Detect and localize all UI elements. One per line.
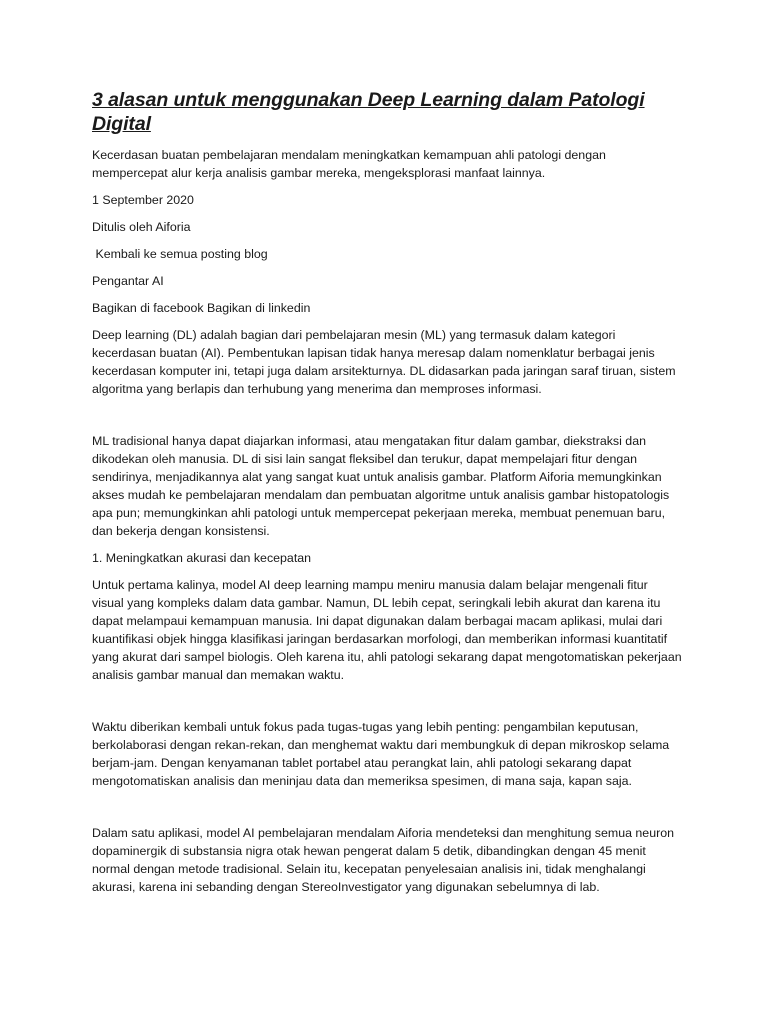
body-paragraph-time-returned: Waktu diberikan kembali untuk fokus pada tugas-tugas yang lebih penting: pengambilan keputusan, berkolaborasi dengan rekan-rekan, dan menghemat waktu dari membungkuk di depan mikroskop selama berjam-jam. Dengan kenyamanan tablet portabel atau perangkat lain, ahli patologi sekarang dapat mengotomatiskan analisis dan meninjau data dan memeriksa spesimen, di mana saja, kapan saja.	[92, 720, 670, 788]
back-to-blog-link[interactable]: Kembali ke semua posting blog	[92, 247, 268, 261]
intro-paragraph: Kecerdasan buatan pembelajaran mendalam meningkatkan kemampuan ahli patologi dengan mempercepat alur kerja analisis gambar mereka, mengeksplorasi manfaat lainnya.	[92, 148, 606, 180]
body-paragraph-application: Dalam satu aplikasi, model AI pembelajaran mendalam Aiforia mendeteksi dan menghitung semua neuron dopaminergik di substansia nigra otak hewan pengerat dalam 5 detik, dibandingkan dengan 45 menit normal dengan metode tradisional. Selain itu, kecepatan penyelesaian analisis ini, tidak menghalangi akurasi, karena ini sebanding dengan StereoInvestigator yang digunakan sebelumnya di lab.	[92, 826, 675, 894]
body-paragraph-first-time: Untuk pertama kalinya, model AI deep learning mampu meniru manusia dalam belajar mengenali fitur visual yang kompleks dalam data gambar. Namun, DL lebih cepat, seringkali lebih akurat dan karena itu dapat melampaui kemampuan manusia. Ini dapat digunakan dalam berbagai macam aplikasi, mulai dari kuantifikasi objek hingga klasifikasi jaringan berdasarkan morfologi, dan memberikan informasi kuantitatif yang akurat dari sampel biologis. Oleh karena itu, ahli patologi sekarang dapat mengotomatiskan pekerjaan analisis gambar manual dan memakan waktu.	[92, 578, 682, 682]
section-heading-accuracy-speed: 1. Meningkatkan akurasi dan kecepatan	[92, 551, 312, 565]
body-paragraph-dl-definition: Deep learning (DL) adalah bagian dari pembelajaran mesin (ML) yang termasuk dalam kategori kecerdasan buatan (AI). Pembentukan lapisan tidak hanya meresap dalam nomenklatur berbagai jenis kecerdasan komputer ini, tetapi juga dalam arsitekturnya. DL didasarkan pada jaringan saraf tiruan, sistem algoritma yang berlapis dan terhubung yang menerima dan memproses informasi.	[92, 328, 676, 396]
share-links[interactable]: Bagikan di facebook Bagikan di linkedin	[92, 301, 311, 315]
publish-date: 1 September 2020	[92, 193, 194, 207]
category-label: Pengantar AI	[92, 274, 164, 288]
document-title: 3 alasan untuk menggunakan Deep Learning dalam Patologi Digital	[92, 89, 645, 135]
author-line: Ditulis oleh Aiforia	[92, 220, 191, 234]
body-paragraph-traditional-ml: ML tradisional hanya dapat diajarkan informasi, atau mengatakan fitur dalam gambar, diekstraksi dan dikodekan oleh manusia. DL di sisi lain sangat fleksibel dan terukur, dapat mempelajari fitur dengan sendirinya, menjadikannya alat yang sangat kuat untuk analisis gambar. Platform Aiforia memungkinkan akses mudah ke pembelajaran mendalam dan pembuatan algoritme untuk analisis gambar histopatologis apa pun; memungkinkan ahli patologi untuk mempercepat pekerjaan mereka, membuat penemuan baru, dan bekerja dengan konsistensi.	[92, 434, 670, 538]
document-page	[92, 88, 682, 905]
